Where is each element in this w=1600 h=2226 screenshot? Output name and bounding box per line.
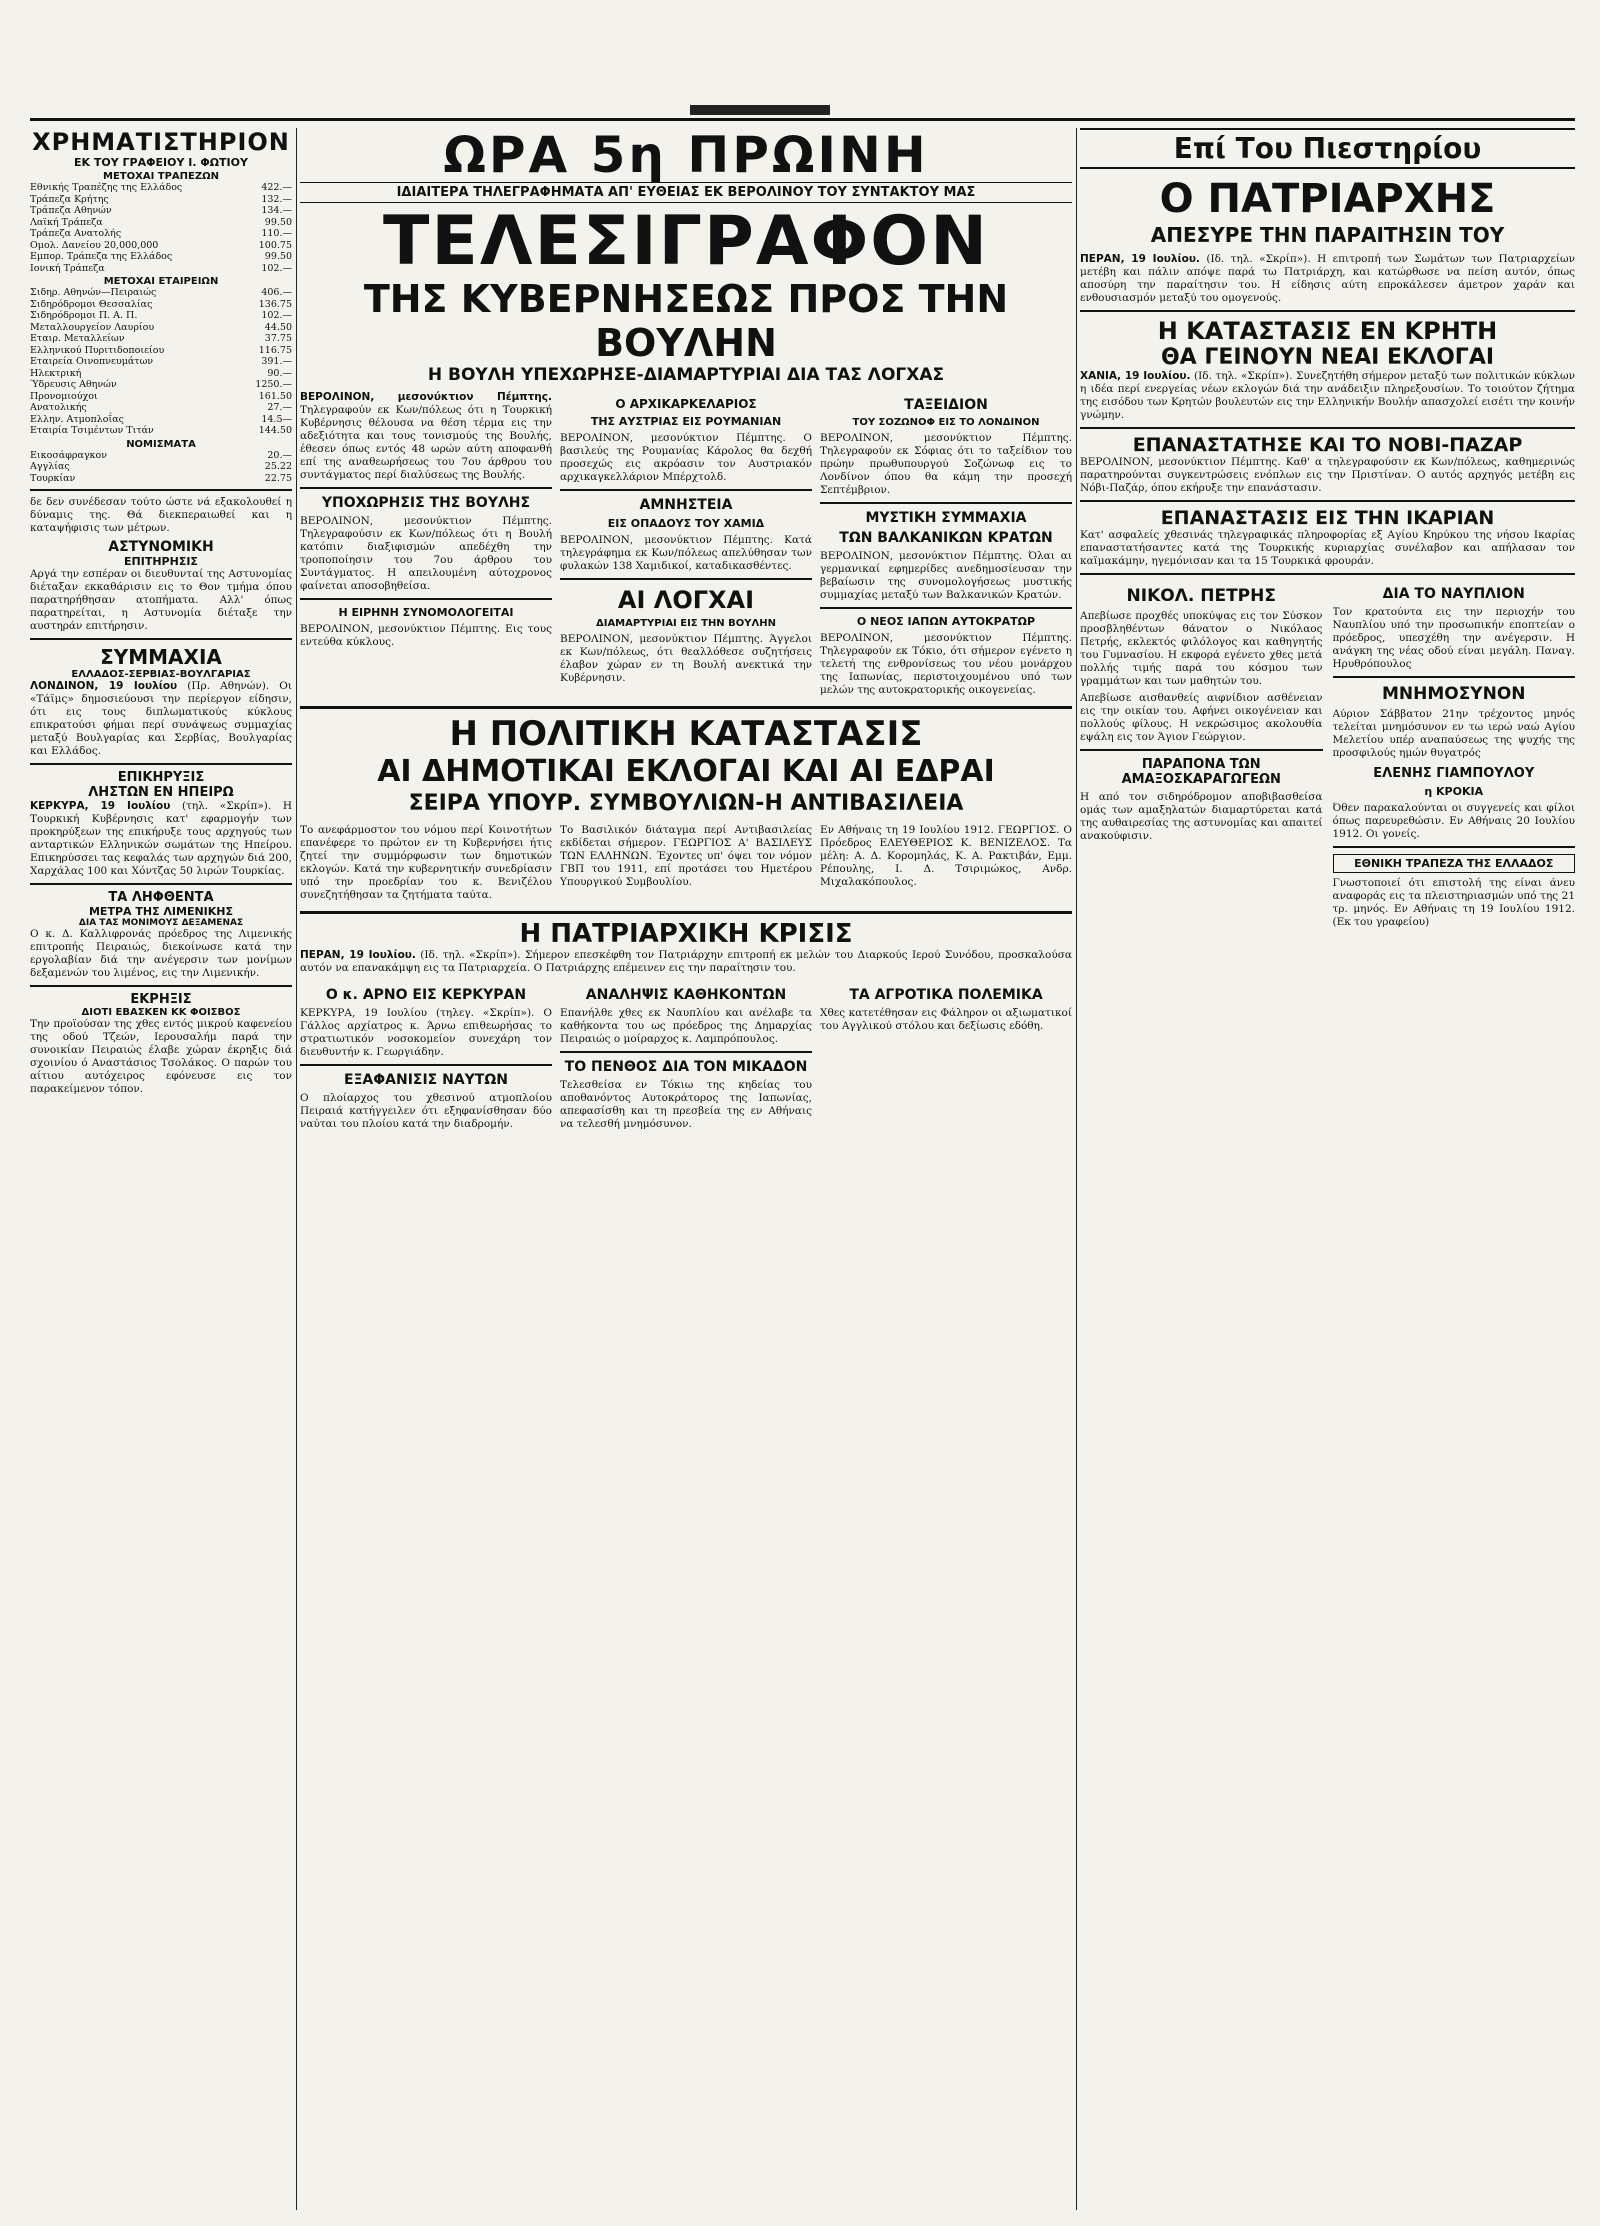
nafplio-text: Τον κρατούντα εις την περιοχήν του Ναυπλίου υπό την προσωπικήν εποπτείαν ο πρόεδρος, υπεσχέθη την ανέγερσιν. Η ανάγκη της νέας οδού είναι μεγάλη. Παναγ. Ηρυθρόπουλος <box>1332 606 1575 670</box>
petris-text: Απεβίωσε προχθές υποκύψας εις τον Σύσκον προσβληθέντων θάνατον ο Νικόλαος Πετρής, εκλεκτός φιλόλογος και καθηγητής του Γυμνασίου. Η εκφορά εγένετο χθες μετά πολλής τιμής παρά του κόσμου των γραμμάτων και των μαθητών του. <box>1080 610 1323 687</box>
column-rule <box>296 128 297 2210</box>
political-text: Το ανεφάρμοστον του νόμου περί Κοινοτήτων επανέφερε το πρώτον εν τη Κυβερνήσει ήτις ζητεί την συμμόρφωσιν των δημοτικών εκλογών. Κατά την κυβερνητικήν συνεδρίασιν υπό την προεδρίαν του κ. Βενιζέλου συνεζητήθησαν τα ζητήματα ταύτα. <box>300 824 552 901</box>
crisis-title: Η ΠΑΤΡΙΑΡΧΙΚΗ ΚΡΙΣΙΣ <box>519 919 853 949</box>
currency-table <box>30 450 292 485</box>
blast-subtitle: ΔΙΟΤΙ ΕΒΑΣΚΕΝ ΚΚ ΦΟΙΣΒΟΣ <box>81 1007 241 1018</box>
crisis-dateline: ΠΕΡΑΝ, 19 Ιουλίου. <box>300 949 416 961</box>
vanish-text: Ο πλοίαρχος του χθεσινού ατμοπλοίου Πειραιά κατήγγειλεν ότι εξηφανίσθησαν δύο ναύται του πλοίου κατά την διαδρομήν. <box>300 1092 552 1130</box>
ships-title: ΤΑΞΕΙΔΙΟΝ <box>904 397 988 413</box>
newspaper-page <box>30 100 1575 2210</box>
table-row: Εθνικής Τραπέζης της Ελλάδος 422.— <box>30 182 292 193</box>
headline-3: Η ΒΟΥΛΗ ΥΠΕΧΩΡΗΣΕ-ΔΙΑΜΑΡΤΥΡΙΑΙ ΔΙΑ ΤΑΣ ΛΟΓΧΑΣ <box>427 365 945 385</box>
table-row: Ύδρευσις Αθηνών 1250.— <box>30 379 292 390</box>
crete-text: (Ιδ. τηλ. «Σκρίπ»). Συνεζητήθη σήμερον μεταξύ των πολιτικών κύκλων η ιδέα περί ενεργείας νέων εκλογών διά την ανάδειξιν πληρεξουσίων. Το τοιούτον ζήτημα της εισόδου των Κρητών βουλευτών εις την Ελληνικήν Βουλήν απασχολεί εισέτι την κοινήν γνώμην. <box>1080 370 1575 421</box>
novi-text: ΒΕΡΟΛΙΝΟΝ, μεσονύκτιον Πέμπτης. Καθ' α τηλεγραφούσιν εκ Κων/πόλεως, καθημερινώς παρατηρούνται συγκεντρώσεις ενόπλων εις την Πριστίναν. Ο αυτός αρχηγός μετέβη εις Νόβι-Παζάρ, όπου εκήρυξε την επανάστασιν. <box>1080 456 1575 494</box>
table-row: Τράπεζα Ανατολής 110.— <box>30 228 292 239</box>
patriarch-text: (Ιδ. τηλ. «Σκρίπ»). Η επιτροπή των Σωμάτων των Πατριαρχείων μετέβη και πάλιν απόψε παρά τω Πατριάρχη, και κατώρθωσε να πείση αυτόν, όπως αποσύρη την παραίτησιν του. Η είδησις αύτη επροκάλεσεν άμετρον χαράν και ενθουσιασμόν μεταξύ του ομογενούς. <box>1080 253 1575 304</box>
lances-title: ΑΙ ΛΟΓΧΑΙ <box>617 586 755 614</box>
alliance-text: (Πρ. Αθηνών). Οι «Τάϊμς» δημοσιεύουσι την περίεργον είδησιν, ότι εις τους διπλωματικούς κύκλους επικρατούσι φήμαι περί συνάψεως συμμαχίας μεταξύ Βουλγαρίας και Σερβίας, Βουλγαρίας και Ελλάδος. <box>30 680 292 757</box>
rural-title: ΤΑ ΑΓΡΟΤΙΚΑ ΠΟΛΕΜΙΚΑ <box>849 987 1043 1003</box>
measures-title: ΤΑ ΛΗΦΘΕΝΤΑ <box>108 890 214 905</box>
mikado-title: ΤΟ ΠΕΝΘΟΣ ΔΙΑ ΤΟΝ ΜΙΚΑΔΟΝ <box>564 1059 808 1075</box>
memorial-title: ΜΝΗΜΟΣΥΝΟΝ <box>1381 684 1526 704</box>
bank-title: ΕΘΝΙΚΗ ΤΡΑΠΕΖΑ ΤΗΣ ΕΛΛΑΔΟΣ <box>1333 854 1576 873</box>
rural-text: Χθες κατετέθησαν εις Φάληρον οι αξιωματικοί του Αγγλικού στόλου και δεξίωσις εδόθη. <box>820 1007 1072 1032</box>
table-row: Εταιρ. Μεταλλείων 37.75 <box>30 333 292 344</box>
political-sub2: ΣΕΙΡΑ ΥΠΟΥΡ. ΣΥΜΒΟΥΛΙΩΝ-Η ΑΝΤΙΒΑΣΙΛΕΙΑ <box>408 791 964 816</box>
table-row: Λαϊκή Τράπεζα 99.50 <box>30 216 292 228</box>
landing-title: ΕΠΙΚΗΡΥΞΙΣ <box>117 770 205 785</box>
blast-text: Την προϊούσαν της χθες εντός μικρού καφενείου της οδού Τζεών, Ιερουσαλήμ παρά την συνοικίαν Πειραιώς έλαβε χώραν έκρηξις διά σχοινίου ό Αναστάσιος Τσολάκος. Ο παρών του αίτιου αυτόχειρος εφόνευσε εις τον παρακείμενον τόπον. <box>30 1018 292 1095</box>
complaints-title: ΠΑΡΑΠΟΝΑ ΤΩΝ ΑΜΑΞΟΣΚΑΡΑΓΩΓΕΩΝ <box>1121 757 1281 787</box>
petris-text-2: Απεβίωσε αισθανθείς αιφνίδιον ασθένειαν εις την οικίαν του. Αφήνει οικογένειαν και πολλούς φίλους. Η νεκρώσιμος ακολουθία εψάλη εις τον Άγιον Γεώργιον. <box>1080 692 1323 743</box>
table-row: Προνομιούχοι 161.50 <box>30 390 292 402</box>
table-row: Εμπορ. Τράπεζα της Ελλάδος 99.50 <box>30 251 292 262</box>
duty-text: Επανήλθε χθες εκ Ναυπλίου και ανέλαβε τα καθήκοντα του ως πρόεδρος της Δημαρχίας Πειραιώς ο μοίραρχος κ. Λαμπρόπουλος. <box>560 1007 812 1045</box>
memorial-text-2: Όθεν παρακαλούνται οι συγγενείς και φίλοι όπως παρευρεθώσιν. Εν Αθήναις 20 Ιουλίου 1912. Οι γονείς. <box>1332 802 1575 840</box>
landing-dateline: ΚΕΡΚΥΡΑ, 19 Ιουλίου <box>30 800 171 812</box>
bank-text: Γνωστοποιεί ότι επιστολή της είναι άνευ αναφοράς εις τα πλειστηριασμών υπό της 21 τρ. μηνός. Εν Αθήναις τη 19 Ιουλίου 1912. (Εκ του γραφείου) <box>1332 877 1575 928</box>
table-row: Σιδηρόδρομοι Θεσσαλίας 136.75 <box>30 298 292 310</box>
companies-table <box>30 287 292 437</box>
crete-title: Η ΚΑΤΑΣΤΑΣΙΣ ΕΝ ΚΡΗΤΗ <box>1157 317 1498 345</box>
mystic-subtitle: ΤΩΝ ΒΑΛΚΑΝΙΚΩΝ ΚΡΑΤΩΝ <box>839 530 1053 546</box>
crete-subtitle: ΘΑ ΓΕΙΝΟΥΝ ΝΕΑΙ ΕΚΛΟΓΑΙ <box>1160 345 1495 370</box>
ikaria-text: Κατ' ασφαλείς χθεσινάς τηλεγραφικάς πληροφορίας εξ Αγίου Κηρύκου της νήσου Ικαρίας επαναστατήσαντες κατά της Τουρκικής κυριαρχίας συνέλαβον και απήλασαν τον καϊμακάμην, ηγεμόνισαν και τα 15 Τουρκικά φρουράν. <box>1080 529 1575 567</box>
market-subtitle: ΕΚ ΤΟΥ ΓΡΑΦΕΙΟΥ Ι. ΦΩΤΙΟΥ <box>74 156 248 169</box>
table-row: Τράπεζα Αθηνών 134.— <box>30 205 292 216</box>
memorial-name: ΕΛΕΝΗΣ ΓΙΑΜΠΟΥΛΟΥ <box>1373 766 1535 781</box>
lances-text: ΒΕΡΟΛΙΝΟΝ, μεσονύκτιον Πέμπτης. Άγγελοι εκ Κων/πόλεως, ότι θεαλλόθεσε συζητήσεις έλαβον χώραν εν τη Βουλή ανεκτικά την Κυβέρνησιν. <box>560 633 812 684</box>
landing-subtitle: ΛΗΣΤΩΝ ΕΝ ΗΠΕΙΡΩ <box>88 785 234 800</box>
japan-title: Ο ΝΕΟΣ ΙΑΠΩΝ ΑΥΤΟΚΡΑΤΩΡ <box>856 615 1036 628</box>
table-row: Σιδηρόδρομοι Π. Α. Π. 102.— <box>30 310 292 321</box>
masthead: ΩΡΑ 5η ΠΡΩΙΝΗ <box>443 128 929 184</box>
amnesty-subtitle: ΕΙΣ ΟΠΑΔΟΥΣ ΤΟΥ ΧΑΜΙΔ <box>607 517 765 530</box>
landing-text: (τηλ. «Σκρίπ»). Η Τουρκική Κυβέρνησις κατ' εφαρμογήν των προκηρύξεων της επικήρυξε τους αρχηγούς των ανταρτικών Ελληνικών σωμάτων της Ηπείρου. Επικηρύσσει τας κεφαλάς των αρχηγών διά 200, Χαρχάλας 100 και Χόντζας 50 λιρών Τουρκίας. <box>30 800 292 877</box>
measures-text: Ο κ. Δ. Καλλιφρονάς πρόεδρος της Λιμενικής επιτροπής Πειραιώς, διεκοίνωσε κατά την εργολαβίαν διά την ανέγερσιν των μονίμων δεξαμενών του λιμένος, εις την Λιμενικήν. <box>30 928 292 979</box>
japan-text: ΒΕΡΟΛΙΝΟΝ, μεσονύκτιον Πέμπτης. Τηλεγραφούν εκ Τόκιο, ότι σήμερον εγένετο η τελετή της ενθρονίσεως του νέου μονάρχου της Ιαπωνίας, περιστοιχουμένου υπό των μελών της αυτοκρατορικής οικογενείας. <box>820 632 1072 696</box>
ships-text: ΒΕΡΟΛΙΝΟΝ, μεσονύκτιον Πέμπτης. Τηλεγραφούν εκ Σόφιας ότι το ταξείδιον του πρώην πρωθυπουργού Σοζώνωφ εις το Λονδίνον όπου θα κάμη την προσεχή Σεπτέμβριον. <box>820 432 1072 496</box>
table-row: Ιονική Τράπεζα 102.— <box>30 262 292 274</box>
market-note: δε δεν συνέδεσαν τούτο ώστε νά εξακολουθεί η δύναμις της. Θά διεκπεραιωθεί και η καταψήφισις των μέτρων. <box>30 496 292 534</box>
police-text: Αργά την εσπέραν οι διευθυνταί της Αστυνομίας διέταξαν εκκαθάρισιν εις το Θον τμήμα όπου παρατηρήθησαν ατοπήματα. Αλλ' όπως παρατηρείται, η Αστυνομία διέταξε την αυστηράν επιτήρησιν. <box>30 568 292 632</box>
right-column <box>1080 128 1575 933</box>
market-title: ΧΡΗΜΑΤΙΣΤΗΡΙΟΝ <box>32 128 290 156</box>
table-row: Εικοσάφραγκον 20.— <box>30 449 292 461</box>
police-subtitle: ΕΠΙΤΗΡΗΣΙΣ <box>124 555 198 568</box>
police-title: ΑΣΤΥΝΟΜΙΚΗ <box>108 539 214 555</box>
table-row: Ελλην. Ατμοπλοΐας 14.5— <box>30 413 292 425</box>
archbishop-title: Ο ΑΡΧΙΚΑΡΚΕΛΑΡΙΟΣ <box>615 397 757 411</box>
mystic-title: ΜΥΣΤΙΚΗ ΣΥΜΜΑΧΙΑ <box>865 510 1027 526</box>
patriarch-dateline: ΠΕΡΑΝ, 19 Ιουλίου. <box>1080 253 1200 265</box>
table-row: Τουρκίαν 22.75 <box>30 472 292 484</box>
novi-title: ΕΠΑΝΑΣΤΑΤΗΣΕ ΚΑΙ ΤΟ ΝΟΒΙ-ΠΑΖΑΡ <box>1132 434 1523 456</box>
amnesty-text: ΒΕΡΟΛΙΝΟΝ, μεσονύκτιον Πέμπτης. Κατά τηλεγράφημα εκ Κων/πόλεως απελύθησαν των φυλακών 138 Χαμιδικοί, καταδικασθέντες. <box>560 534 812 572</box>
concessions-text: ΒΕΡΟΛΙΝΟΝ, μεσονύκτιον Πέμπτης. Τηλεγραφούσιν εκ Κων/πόλεως ότι η Βουλή κατόπιν διαξιφισμών απεδέχθη την τροποποίησιν του 7ου άρθρου του Συντάγματος. Η απειλουμένη αύτοχρονος φαίνεται αποσοβηθείσα. <box>300 515 552 592</box>
alliance-subtitle: ΕΛΛΑΔΟΣ-ΣΕΡΒΙΑΣ-ΒΟΥΛΓΑΡΙΑΣ <box>71 669 251 680</box>
memorial-name-2: η ΚΡΟΚΙΑ <box>1424 785 1484 798</box>
nafplio-title: ΔΙΑ ΤΟ ΝΑΥΠΛΙΟΝ <box>1382 586 1525 602</box>
ships-subtitle: ΤΟΥ ΣΟΖΩΝΟΦ ΕΙΣ ΤΟ ΛΟΝΔΙΝΟΝ <box>852 417 1040 428</box>
lead-text: Τηλεγραφούν εκ Κων/πόλεως ότι η Τουρκική Κυβέρνησις θέλουσα να θέση τέρμα εις την αδεξιότητα και τους τονισμούς της Βουλής, έθεσεν όπως εντός 48 ωρών αύτη αποφανθή επί της αναθεωρήσεως του 7ου άρθρου του συντάγματος περί διαλύσεως της Βουλής. <box>300 404 552 481</box>
political-text-2: Το Βασιλικόν διάταγμα περί Αντιβασιλείας εκδίδεται σήμερον. ΓΕΩΡΓΙΟΣ Α' ΒΑΣΙΛΕΥΣ ΤΩΝ ΕΛΛΗΝΩΝ. Έχοντες υπ' όψει τον νόμον ΓΒΠ του 1911, επί προτάσει του Ημετέρου Υπουργικού Συμβουλίου. <box>560 824 812 888</box>
concessions-title: ΥΠΟΧΩΡΗΣΙΣ ΤΗΣ ΒΟΥΛΗΣ <box>321 495 531 511</box>
companies-header: ΜΕΤΟΧΑΙ ΕΤΑΙΡΕΙΩΝ <box>103 276 219 287</box>
table-row: Ελληνικού Πυριτιδοποιείου 116.75 <box>30 344 292 356</box>
petris-title: ΝΙΚΟΛ. ΠΕΤΡΗΣ <box>1126 586 1276 606</box>
table-row: Μεταλλουργείον Λαυρίου 44.50 <box>30 321 292 333</box>
peace-title: Η ΕΙΡΗΝΗ ΣΥΝΟΜΟΛΟΓΕΙΤΑΙ <box>338 606 514 619</box>
crete-dateline: ΧΑΝΙΑ, 19 Ιουλίου. <box>1080 370 1191 382</box>
table-row: Σιδηρ. Αθηνών—Πειραιώς 406.— <box>30 287 292 298</box>
table-row: Ηλεκτρική 90.— <box>30 367 292 379</box>
alliance-title: ΣΥΜΜΑΧΙΑ <box>100 645 222 669</box>
memorial-text: Αύριον Σάββατον 21ην τρέχοντος μηνός τελείται μνημόσυνον εν τω ιερώ ναώ Αγίου Μελετίου υπέρ αναπαύσεως της ψυχής της προσφιλούς ημών θυγατρός <box>1332 708 1575 759</box>
duty-title: ΑΝΑΛΗΨΙΣ ΚΑΘΗΚΟΝΤΩΝ <box>585 987 787 1003</box>
court-title: Επί Του Πιεστηρίου <box>1080 128 1575 169</box>
currency-header: ΝΟΜΙΣΜΑΤΑ <box>126 438 196 450</box>
patriarch-title: Ο ΠΑΤΡΙΑΡΧΗΣ <box>1159 176 1496 222</box>
archbishop-subtitle: ΤΗΣ ΑΥΣΤΡΙΑΣ ΕΙΣ ΡΟΥΜΑΝΙΑΝ <box>590 415 782 428</box>
amnesty-title: ΑΜΝΗΣΤΕΙΑ <box>639 497 733 513</box>
table-row: Τράπεζα Κρήτης 132.— <box>30 193 292 205</box>
arno-text: ΚΕΡΚΥΡΑ, 19 Ιουλίου (τηλεγ. «Σκρίπ»). Ο Γάλλος αρχίατρος κ. Άρνω επιθεωρήσας το στρατιωτικόν νοσοκομείον συνεχάρη τον διευθυντήν κ. Γεωργιάδην. <box>300 1007 552 1058</box>
blast-title: ΕΚΡΗΞΙΣ <box>130 992 192 1007</box>
archbishop-text: ΒΕΡΟΛΙΝΟΝ, μεσονύκτιον Πέμπτης. Ο βασιλεύς της Ρουμανίας Κάρολος θα δεχθή προσεχώς εις ακρόασιν τον Αυστριακόν αρχικαγκελλάριον Μπέρχτολδ. <box>560 432 812 483</box>
arno-title: Ο κ. ΑΡΝΟ ΕΙΣ ΚΕΡΚΥΡΑΝ <box>325 987 527 1003</box>
political-text-3: Εν Αθήναις τη 19 Ιουλίου 1912. ΓΕΩΡΓΙΟΣ. Ο Πρόεδρος ΕΛΕΥΘΕΡΙΟΣ Κ. ΒΕΝΙΖΕΛΟΣ. Τα μέλη: Α. Δ. Κορομηλάς, Κ. Α. Ρακτιβάν, Εμμ. Ρέπουλης, Ι. Δ. Τσιριμώκος, Ανδρ. Μιχαλακόπουλος. <box>820 824 1072 888</box>
measures-subtitle: ΜΕΤΡΑ ΤΗΣ ΛΙΜΕΝΙΚΗΣ <box>88 905 234 918</box>
table-row: Εταιρεία Οινοπνευμάτων 391.— <box>30 356 292 367</box>
mikado-text: Τελεσθείσα εν Τόκιω της κηδείας του αποθανόντος Αυτοκράτορος της Ιαπωνίας, απεφασίσθη και τη πρεσβεία της εν Αθήναις να τελεσθή μνημόσυνον. <box>560 1079 812 1130</box>
column-rule <box>1076 128 1077 2210</box>
peace-text: ΒΕΡΟΛΙΝΟΝ, μεσονύκτιον Πέμπτης. Εις τους εντεύθα κύκλους. <box>300 623 552 648</box>
mystic-text: ΒΕΡΟΛΙΝΟΝ, μεσονύκτιον Πέμπτης. Όλαι αι γερμανικαί εφημερίδες ανεδημοσίευσαν την βεβαίωσιν της συνομολογήσεως μυστικής συμμαχίας μεταξύ των Βαλκανικών Κρατών. <box>820 550 1072 601</box>
table-row: Εταιρία Τσιμέντων Τιτάν 144.50 <box>30 425 292 436</box>
lances-subtitle: ΔΙΑΜΑΡΤΥΡΙΑΙ ΕΙΣ ΤΗΝ ΒΟΥΛΗΝ <box>595 618 777 629</box>
complaints-text: Η από τον σιδηρόδρομον αποβιβασθείσα ομάς των αμαξηλατών διαμαρτύρεται κατά της αυθαιρεσίας της αστυνομίας και απαιτεί ανακούφισιν. <box>1080 791 1323 842</box>
lead-dateline: ΒΕΡΟΛΙΝΟΝ, μεσονύκτιον Πέμπτης. <box>300 391 552 403</box>
center-column <box>300 128 1072 1135</box>
table-row: Ομολ. Δανείου 20,000,000 100.75 <box>30 239 292 251</box>
headline: ΤΕΛΕΣΙΓΡΑΦΟΝ <box>383 202 989 281</box>
table-row: Αγγλίας 25.22 <box>30 461 292 472</box>
vanish-title: ΕΞΑΦΑΝΙΣΙΣ ΝΑΥΤΩΝ <box>344 1072 508 1088</box>
political-title: Η ΠΟΛΙΤΙΚΗ ΚΑΤΑΣΤΑΣΙΣ <box>449 714 923 754</box>
ikaria-title: ΕΠΑΝΑΣΤΑΣΙΣ ΕΙΣ ΤΗΝ ΙΚΑΡΙΑΝ <box>1160 507 1495 529</box>
measures-sub2: ΔΙΑ ΤΑΣ ΜΟΝΙΜΟΥΣ ΔΕΞΑΜΕΝΑΣ <box>78 918 244 928</box>
patriarch-subtitle: ΑΠΕΣΥΡΕ ΤΗΝ ΠΑΡΑΙΤΗΣΙΝ ΤΟΥ <box>1150 223 1505 247</box>
banks-header: ΜΕΤΟΧΑΙ ΤΡΑΠΕΖΩΝ <box>103 171 219 182</box>
table-row: Ανατολικής 27.— <box>30 402 292 413</box>
alliance-dateline: ΛΟΝΔΙΝΟΝ, 19 Ιουλίου <box>30 680 178 692</box>
headline-2: ΤΗΣ ΚΥΒΕΡΝΗΣΕΩΣ ΠΡΟΣ ΤΗΝ ΒΟΥΛΗΝ <box>363 277 1009 365</box>
banks-table <box>30 182 292 274</box>
masthead-subtitle: ΙΔΙΑΙΤΕΡΑ ΤΗΛΕΓΡΑΦΗΜΑΤΑ ΑΠ' ΕΥΘΕΙΑΣ ΕΚ ΒΕΡΟΛΙΝΟΥ ΤΟΥ ΣΥΝΤΑΚΤΟΥ ΜΑΣ <box>300 182 1072 203</box>
crisis-text: (Ιδ. τηλ. «Σκρίπ»). Σήμερον επεσκέφθη τον Πατριάρχην επιτροπή εκ μελών του Διαρκούς Ιερού Συνόδου, προσκαλούσα αυτόν να επανακάμψη εις τα Πατριαρχεία. Ο Πατριάρχης επέμεινεν εις την παραίτησιν του. <box>300 949 1072 974</box>
left-column <box>30 128 292 1100</box>
political-subtitle: ΑΙ ΔΗΜΟΤΙΚΑΙ ΕΚΛΟΓΑΙ ΚΑΙ ΑΙ ΕΔΡΑΙ <box>377 754 995 789</box>
